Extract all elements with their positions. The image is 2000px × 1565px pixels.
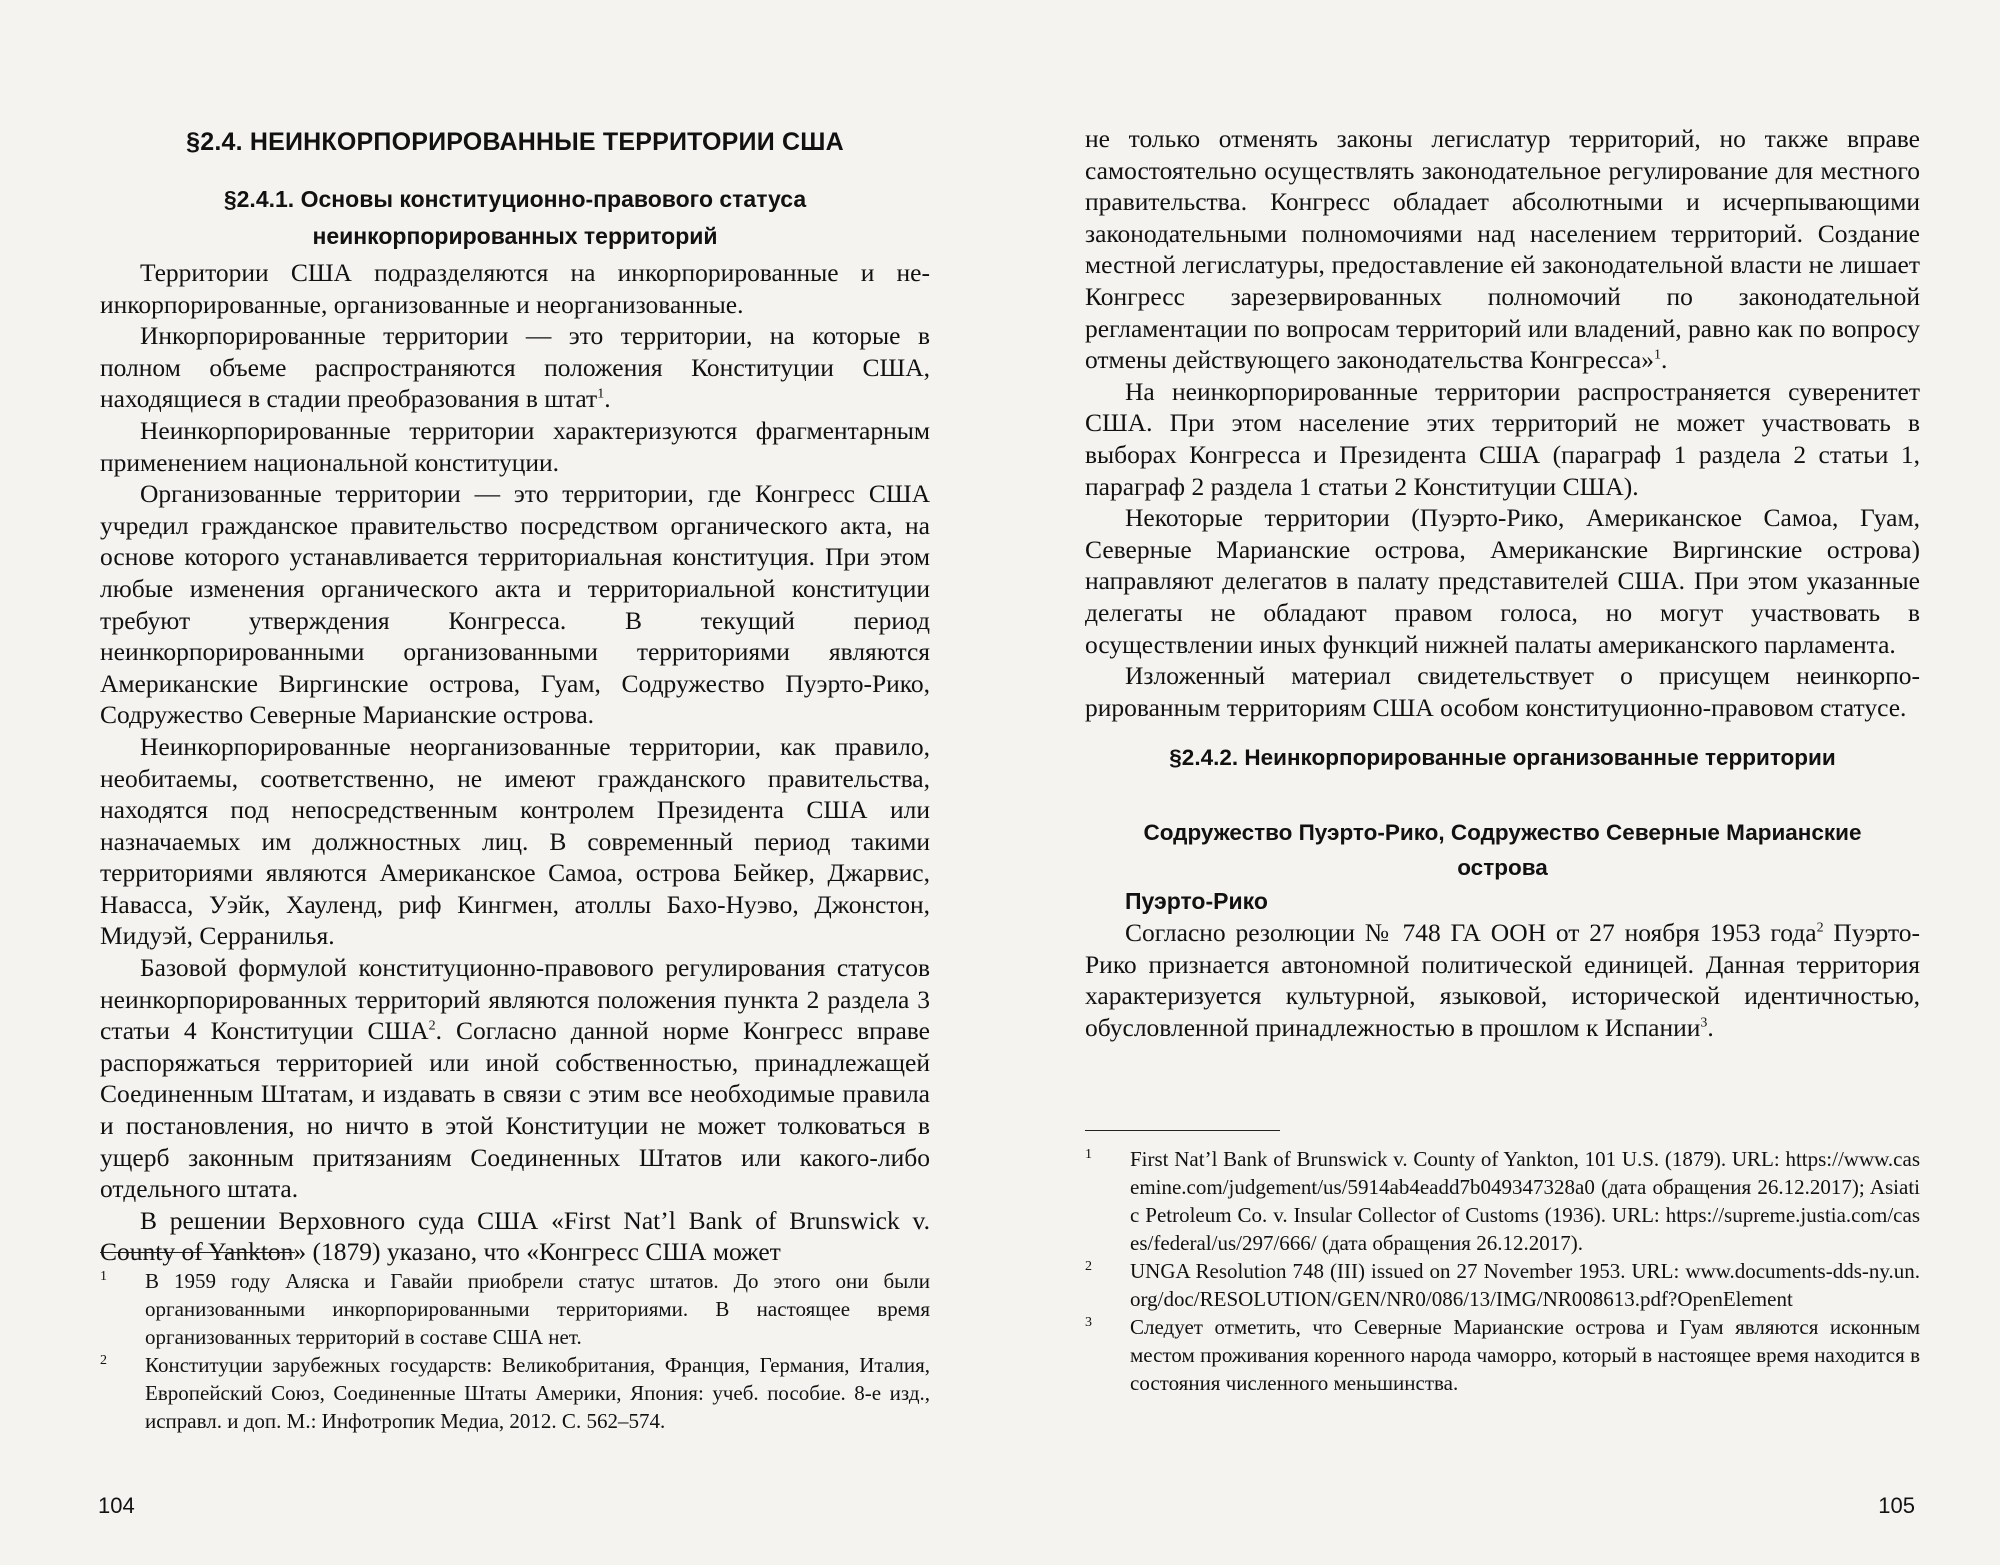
paragraph-text: Инкорпорированные территории — это территории, на которые в полном объеме распространяются положения Конституции США, находящиеся в стадии преобразования в штат bbox=[100, 321, 930, 414]
footnote-text: Следует отметить, что Северные Марианские острова и Гуам являются исконным местом проживания коренного народа чаморро, который в настоящее время находится в состояния численного меньшинства. bbox=[1130, 1315, 1920, 1395]
paragraph bbox=[1085, 123, 1920, 376]
paragraph-end: . bbox=[604, 384, 611, 414]
footnote-divider bbox=[1085, 1130, 1280, 1131]
page-number: 104 bbox=[98, 1493, 135, 1518]
paragraph: Изложенный материал свидетельствует о присущем неинкорпорированным территориям США особом конституционно-правовом статусе. bbox=[1085, 661, 1920, 722]
footnote bbox=[1085, 1313, 1920, 1397]
left-footnotes bbox=[100, 1252, 930, 1435]
footnote-ref: 1 bbox=[597, 386, 605, 402]
paragraph: Неинкорпорированные неорганизованные территории, как правило, необитаемы, соответственно, не имеют гражданского правительства, находятся под непосредственным контролем Президента США или назначаемых им должностных лиц. В современный период такими территориями являются Американское Самоа, острова Бейкер, Джарвис, Навасса, Уэйк, Хауленд, риф Кингмен, атоллы Бахо-Нуэво, Джонстон, Мидуэй, Серранилья. bbox=[100, 731, 930, 951]
paragraph: Организованные территории — это территории, где Конгресс США учредил гражданское правительство посредством органического акта, на основе которого устанавливается территориальная конституция. При этом любые изменения органического акта и территориальной конституции требуют утверждения Конгресса. В текущий период неинкорпорированными организованными территориями являются Американские Виргинские острова, Гуам, Содружество Пуэрто-Рико, Содружество Северные Марианские острова. bbox=[100, 479, 930, 730]
paragraph: Некоторые территории (Пуэрто-Рико, Американское Самоа, Гуам, Северные Марианские острова, Американские Виргинские острова) направляют делегатов в палату представителей США. При этом указанные делегаты не обладают правом голоса, но могут участвовать в осуществлении иных функций нижней палаты американского парламента. bbox=[1085, 503, 1920, 659]
right-page bbox=[1000, 0, 2000, 1565]
section-heading: §2.4. НЕИНКОРПОРИРОВАННЫЕ ТЕРРИТОРИИ США bbox=[186, 128, 844, 156]
paragraph-end: . bbox=[1660, 345, 1668, 375]
footnote bbox=[1085, 1257, 1920, 1313]
subsection-heading-line-2: неинкорпорированных территорий bbox=[312, 223, 718, 249]
footnote-ref: 3 bbox=[1700, 1015, 1708, 1031]
footnote-mark: 2 bbox=[100, 1353, 107, 1368]
paragraph-text: Пуэрто-Рико признается автономной политической единицей. Данная территория характеризуется культурной, языковой, исторической идентичностью, обусловленной принадлежностью в прошлом к Испании bbox=[1085, 918, 1921, 1043]
paragraph-text: . Согласно данной норме Конгресс вправе распоряжаться территорией или иной собственностью, принадлежащей Соединенным Штатам, и издавать в связи с этим все необходимые правила и постановления, но ничто в этой Конституции не может толковаться в ущерб законным притязаниям Соединенных Штатов или какого-либо отдельного штата. bbox=[100, 1016, 930, 1204]
paragraph-text: Базовой формулой конституционно-правового регулирования статусов неинкорпорированных территорий являются положения пункта 2 раздела 3 статьи 4 Конституции США bbox=[100, 953, 930, 1046]
subheading-line-2: острова bbox=[1457, 855, 1548, 881]
paragraph: На неинкорпорированные территории распространяется суверенитет США. При этом население этих территорий не может участвовать в выборах Конгресса и Президента США (параграф 1 раздела 2 статьи 1, параграф 2 раздела 1 статьи 2 Конституции США). bbox=[1085, 376, 1920, 501]
subsection-heading-line-1: §2.4.1. Основы конституционно-правового статуса bbox=[223, 186, 807, 212]
paragraph: В решении Верховного суда США «First Nat’l Bank of Brunswick v. County of Yankton» (1879) указано, что «Конгресс США может bbox=[100, 1205, 930, 1267]
paragraph: Территории США подразделяются на инкорпорированные и неинкорпорированные, организованные и неорганизованные. bbox=[100, 258, 930, 319]
right-footnotes bbox=[1085, 1130, 1920, 1397]
footnote-text: В 1959 году Аляска и Гавайи приобрели статус штатов. До этого они были организованными инкорпорированными территориями. В настоящее время организованных территорий в составе США нет. bbox=[145, 1269, 930, 1349]
footnote-mark: 2 bbox=[1085, 1259, 1092, 1274]
footnote-text: UNGA Resolution 748 (III) issued on 27 November 1953. URL: www.documents-dds-ny.un.org/doc/RESOLUTION/GEN/NR0/086/13/IMG/NR008613.pdf?OpenElement bbox=[1130, 1259, 1920, 1311]
paragraph bbox=[1085, 917, 1920, 1043]
footnote-mark: 1 bbox=[100, 1269, 107, 1284]
paragraph bbox=[100, 952, 930, 1205]
footnote bbox=[100, 1267, 930, 1351]
subsection-heading: §2.4.2. Неинкорпорированные организованные территории bbox=[1169, 745, 1836, 771]
left-text-column bbox=[100, 118, 930, 1268]
footnote-text: Конституции зарубежных государств: Великобритания, Франция, Германия, Италия, Европейский Союз, Соединенные Штаты Америки, Япония: учеб. пособие. 8-е изд., исправл. и доп. М.: Инфотропик Медиа, 2012. С. 562–574. bbox=[145, 1353, 930, 1433]
run-in-heading: Пуэрто-Рико bbox=[1125, 888, 1268, 915]
footnote bbox=[100, 1351, 930, 1435]
paragraph: Неинкорпорированные территории характеризуются фрагментарным применением национальной конституции. bbox=[100, 415, 930, 477]
page-number: 105 bbox=[1878, 1493, 1915, 1518]
footnote-divider bbox=[100, 1252, 295, 1253]
footnote-mark: 3 bbox=[1085, 1315, 1092, 1330]
footnote-ref: 2 bbox=[428, 1018, 436, 1034]
right-text-column bbox=[1085, 123, 1920, 1044]
subheading-line-1: Содружество Пуэрто-Рико, Содружество Северные Марианские bbox=[1143, 820, 1862, 846]
footnote bbox=[1085, 1145, 1920, 1257]
footnote-ref: 2 bbox=[1816, 920, 1824, 936]
footnote-text: First Nat’l Bank of Brunswick v. County of Yankton, 101 U.S. (1879). URL: https://www.casemine.com/judgement/us/5914ab4eadd7b049347328a0 (дата обращения 26.12.2017); Asiatic Petroleum Co. v. Insular Collector of Customs (1936). URL: https://supreme.justia.com/cases/federal/us/297/666/ (дата обращения 26.12.2017). bbox=[1130, 1147, 1920, 1255]
paragraph bbox=[100, 320, 930, 415]
paragraph-end: . bbox=[1707, 1013, 1714, 1043]
paragraph-text: не только отменять законы легислатур территорий, но также вправе самостоятельно осуществлять законодательное регулирование для местного правительства. Конгресс обладает абсолютными и исчерпывающими законодательными полномочиями над населением территорий. Создание местной легислатуры, предоставление ей законодательной власти не лишает Конгресс зарезервированных полномочий по законодательной регламентации по вопросам территорий или владений, равно как по вопросу отмены действующего законодательства Конгресса» bbox=[1085, 124, 1920, 375]
paragraph-text: Согласно резолюции № 748 ГА ООН от 27 ноября 1953 года bbox=[1125, 918, 1817, 948]
footnote-ref: 1 bbox=[1653, 347, 1661, 363]
footnote-mark: 1 bbox=[1085, 1147, 1092, 1162]
